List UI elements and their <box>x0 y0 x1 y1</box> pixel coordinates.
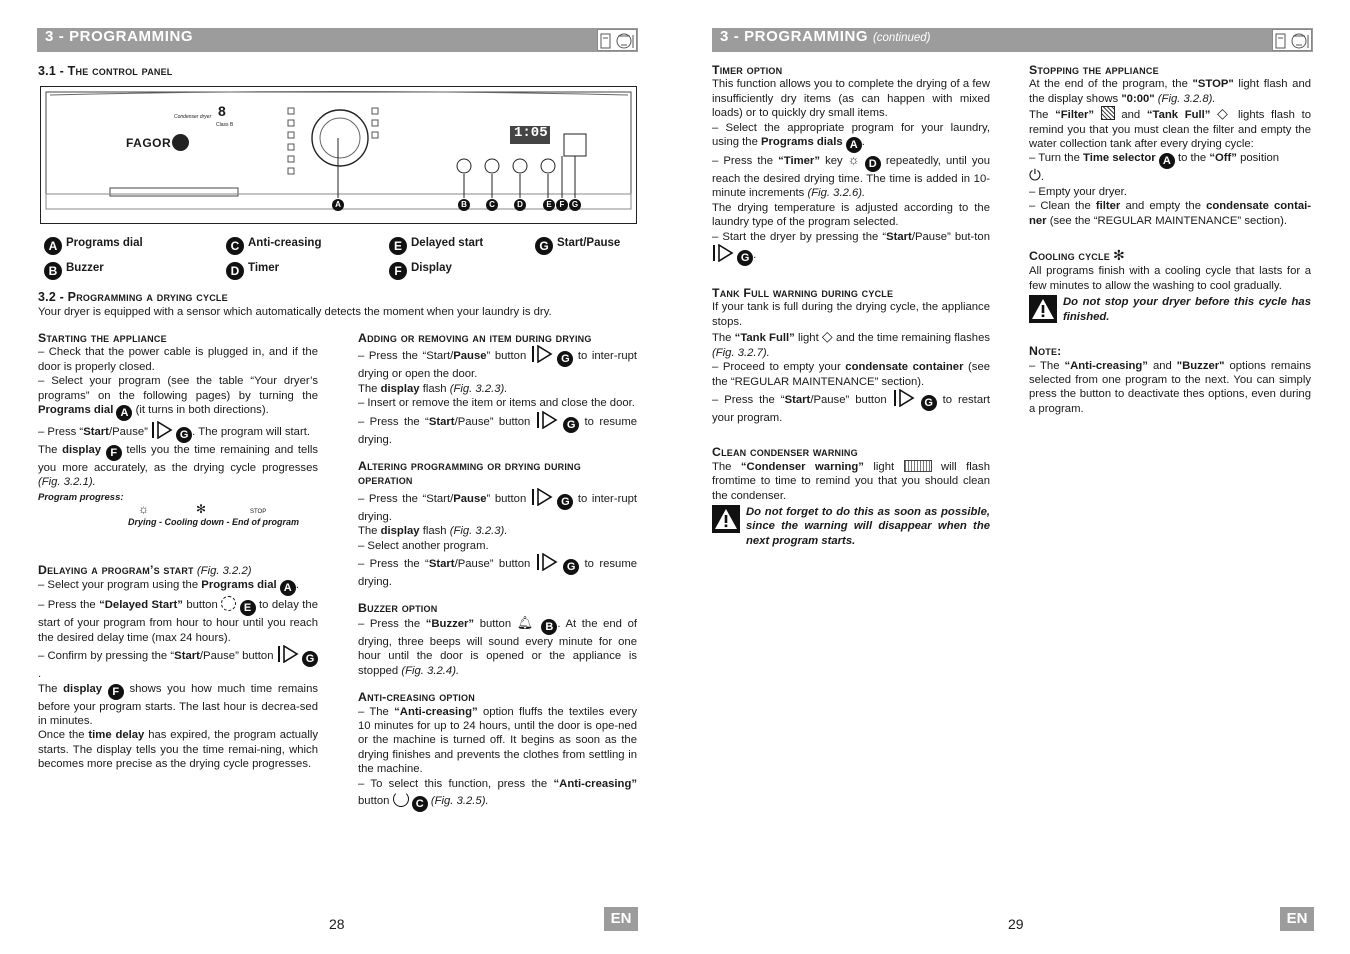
legend-item-a: A Programs dial <box>44 236 143 255</box>
condenser-warning: Do not forget to do this as soon as possible, since the warning will disappear when the next program starts. <box>712 505 990 548</box>
starting-p3: – Press “Start/Pause” G . The program will start. <box>38 421 318 443</box>
delaying-p3: – Confirm by pressing the “Start/Pause” button G. <box>38 645 318 681</box>
tank-full-icon: ◇ <box>821 328 833 345</box>
timer-p2: – Select the appropriate program for your laundry, using the Programs dials A . <box>712 121 990 152</box>
timer-p3: – Press the “Timer” key ☼ D repeatedly, until you reach the desired drying time. The time is added in 10-minute increments (Fig. 3.2.6). <box>712 152 991 200</box>
start-pause-icon <box>151 421 173 439</box>
model-label: Condenser dryer <box>174 114 212 120</box>
start-pause-icon <box>536 411 558 429</box>
timer-title: Timer option <box>712 63 783 77</box>
delaying-p1: – Select your program using the Programs dial A . <box>38 579 299 595</box>
program-progress <box>38 502 318 531</box>
legend-item-d: D Timer <box>226 261 279 280</box>
stopping-p1: At the end of the program, the "STOP" light flash and the display shows "0:00" (Fig. 3.2.8). <box>1029 78 1312 105</box>
cooling-title: Cooling cycle <box>1029 249 1110 264</box>
marker-g: G <box>569 199 581 211</box>
filter-icon <box>1101 106 1115 120</box>
fan-icon: ✻ <box>1113 247 1125 264</box>
legend-item-e: E Delayed start <box>389 236 483 255</box>
start-pause-icon <box>531 345 553 363</box>
timer-p4: The drying temperature is adjusted according to the laundry type of the program selected. <box>712 201 990 229</box>
section-header <box>37 28 638 52</box>
adding-p4: – Press the “Start/Pause” button G to resume drying. <box>358 411 637 447</box>
left-column-1 <box>38 331 318 531</box>
anticrease-icon <box>393 791 409 807</box>
model-number: 8 <box>218 103 226 119</box>
left-column-2 <box>358 331 637 812</box>
page-number: 28 <box>329 916 345 932</box>
bell-icon: 🔔︎ <box>516 614 536 630</box>
buzzer-p1: – Press the “Buzzer” button 🔔︎ B . At the end of drying, three beeps will sound every minute for one hour until the door is opened or the appliance is stopped (Fig. 3.2.4). <box>358 614 637 677</box>
marker-a-icon: A <box>116 405 132 421</box>
legend-item-f: F Display <box>389 261 452 280</box>
timer-icon: ☼ <box>847 152 860 168</box>
altering-title: Altering programming or drying during operation <box>358 459 581 488</box>
timer-p5: – Start the dryer by pressing the “Start/Pause” but-ton G . <box>712 230 990 265</box>
note-title: Note: <box>1029 344 1062 359</box>
adding-title: Adding or removing an item during drying <box>358 331 592 345</box>
stopping-p4: – Empty your dryer. <box>1029 185 1127 198</box>
adding-p2: The display flash (Fig. 3.2.3). <box>358 382 508 395</box>
delaying-p4: The display F shows you how much time remains before your program starts. The last hour is decrea-sed in minutes. <box>38 682 318 728</box>
marker-b: B <box>458 199 470 211</box>
altering-p2: The display flash (Fig. 3.2.3). <box>358 525 508 538</box>
stopping-p5: – Clean the filter and empty the condensate contai-ner (see the “REGULAR MAINTENANCE” section). <box>1029 200 1312 227</box>
delaying-p2: – Press the “Delayed Start” button E to delay the start of your program from hour to hour until you reach the desired delay time (max 24 hours). <box>38 596 318 645</box>
stop-label: STOP <box>250 509 267 516</box>
marker-d: D <box>514 199 526 211</box>
s32-title: 3.2 - Programming a drying cycle <box>38 290 228 304</box>
start-pause-icon <box>712 244 734 262</box>
starting-title: Starting the appliance <box>38 331 167 345</box>
stopping-title: Stopping the appliance <box>1029 63 1159 77</box>
altering-p1: – Press the “Start/Pause” button G to inter-rupt drying. <box>358 488 637 524</box>
marker-a: A <box>332 199 344 211</box>
adding-p1: – Press the “Start/Pause” button G to inter-rupt drying or open the door. <box>358 345 637 381</box>
marker-c: C <box>486 199 498 211</box>
tank-p1: If your tank is full during the drying cycle, the appliance stops. <box>712 301 990 328</box>
delaying-title: Delaying a program’s start (Fig. 3.2.2) <box>38 563 252 577</box>
starting-p2: – Select your program (see the table “Your dryer’s programs” on the following pages) by turning the Programs dial A (it turns in both directions). <box>38 375 318 420</box>
legend-item-c: C Anti-creasing <box>226 236 322 255</box>
delay-icon <box>221 596 236 611</box>
section-header <box>712 28 1313 52</box>
legend-item-g: G Start/Pause <box>535 236 620 255</box>
programming-icon <box>597 29 637 51</box>
brand-logo: FAGOR <box>126 136 172 150</box>
condenser-title: Clean condenser warning <box>712 445 858 460</box>
warning-icon <box>1029 295 1057 323</box>
starting-p4: The display F tells you the time remaining and tells you more accurately, as the drying cycle progresses (Fig. 3.2.1). <box>38 444 319 489</box>
start-pause-icon <box>893 389 915 407</box>
note-p1: – The “Anti-creasing” and "Buzzer" options remains selected from one program to the next. You can simply press the button to deactivate thes options, even during a program. <box>1029 359 1312 415</box>
legend-item-b: B Buzzer <box>44 261 104 280</box>
right-column-2 <box>1029 63 1311 416</box>
s31-title: 3.1 - The control panel <box>38 64 173 78</box>
anticrease-p1: – The “Anti-creasing” option fluffs the textiles every 10 minutes for up to 24 hours, until the door is ope-ned or the machine is turned off. It begins as soon as the drying finishes and prevents the clothes from settling in the machine. <box>358 705 638 776</box>
starting-p1: – Check that the power cable is plugged in, and if the door is properly closed. <box>38 346 318 373</box>
tank-title: Tank Full warning during cycle <box>712 286 894 301</box>
start-pause-icon <box>536 553 558 571</box>
cooling-p1: All programs finish with a cooling cycle that lasts for a few minutes to allow the washing to cool gradually. <box>1029 265 1311 292</box>
adding-p3: – Insert or remove the item or items and close the door. <box>358 397 635 410</box>
right-column-1 <box>712 63 990 548</box>
tank-full-icon: ◇ <box>1217 105 1232 122</box>
delaying-p5: Once the time delay has expired, the program actually starts. The display tells you the time remai-ning, which becomes more precise as the drying cycle progresses. <box>38 729 318 771</box>
tank-p2: The “Tank Full” light ◇ and the time remaining flashes (Fig. 3.2.7). <box>712 328 991 359</box>
right-page <box>675 0 1350 954</box>
stopping-p2: The “Filter” and “Tank Full” ◇ lights flash to remind you that you must clean the filter and empty the water collection tank after every drying cycle: <box>1029 105 1311 151</box>
programming-icon <box>1272 29 1312 51</box>
header-title: 3 - PROGRAMMING <box>720 28 869 45</box>
altering-p4: – Press the “Start/Pause” button G to resume drying. <box>358 553 637 589</box>
s32-intro: Your dryer is equipped with a sensor which automatically detects the moment when your laundry is dry. <box>38 306 552 318</box>
energy-class: Class B <box>216 122 234 128</box>
language-badge: EN <box>604 907 638 931</box>
marker-e: E <box>543 199 555 211</box>
stopping-p3: – Turn the Time selector A to the “Off” position ⏻. <box>1029 152 1280 185</box>
condenser-p1: The “Condenser warning” light will flash fromtime to time to remind you that you should clean the condenser. <box>712 460 990 502</box>
start-pause-icon <box>531 488 553 506</box>
buzzer-title: Buzzer option <box>358 601 438 616</box>
page-number: 29 <box>1008 916 1024 932</box>
brand-logo-mark <box>172 134 189 151</box>
anticrease-title: Anti-creasing option <box>358 690 475 705</box>
progress-caption: Drying - Cooling down - End of program <box>128 517 299 528</box>
program-progress-label: Program progress: <box>38 491 124 503</box>
left-column-1b <box>38 563 318 772</box>
condenser-icon <box>904 460 932 472</box>
cooling-warning: Do not stop your dryer before this cycle has finished. <box>1029 295 1311 324</box>
header-continued: (continued) <box>872 32 931 44</box>
header-title: 3 - PROGRAMMING <box>45 28 194 45</box>
display-readout: 1:05 <box>514 125 548 141</box>
start-pause-icon <box>277 645 299 663</box>
cooling-title-row <box>1029 248 1311 264</box>
marker-f: F <box>556 199 568 211</box>
altering-p3: – Select another program. <box>358 539 489 552</box>
anticrease-p2: – To select this function, press the “Anti-creasing” button C (Fig. 3.2.5). <box>358 777 638 810</box>
tank-p4: – Press the “Start/Pause” button G to restart your program. <box>712 389 990 425</box>
language-badge: EN <box>1280 907 1314 931</box>
power-icon: ⏻ <box>1029 167 1041 185</box>
warning-icon <box>712 505 740 533</box>
control-panel-figure <box>40 86 637 224</box>
sun-icon: ☼ <box>138 502 149 517</box>
tank-p3: – Proceed to empty your condensate container (see the “REGULAR MAINTENANCE” section). <box>712 361 991 388</box>
timer-p1: This function allows you to complete the drying of a few insufficiently dry items (as can happen with mixed loads) or to quickly dry small items. <box>712 78 990 120</box>
fan-icon: ✻ <box>196 502 207 517</box>
